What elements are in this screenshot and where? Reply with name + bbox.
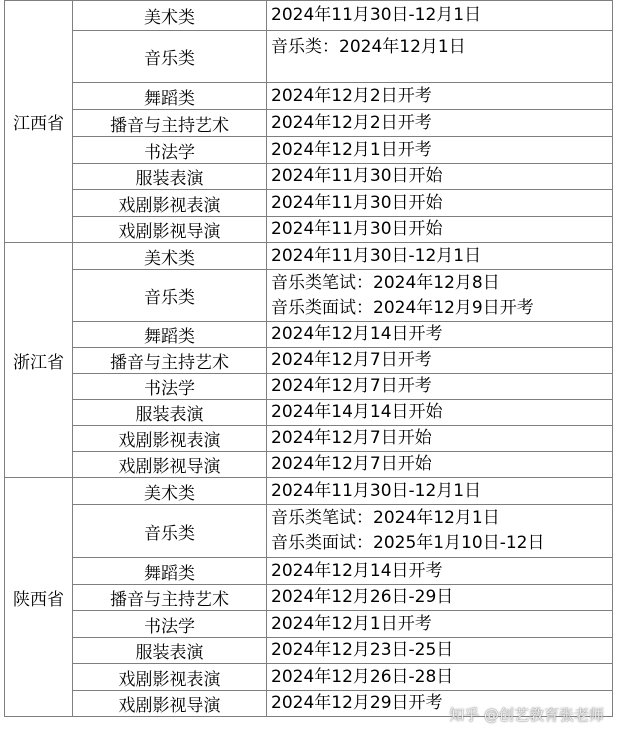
category-cell: 书法学 [73, 137, 267, 164]
province-cell: 江西省 [5, 1, 73, 243]
exam-date-line: 2024年12月2日开考 [271, 112, 432, 133]
category-cell: 戏剧影视表演 [73, 426, 267, 452]
table-row [5, 1, 613, 31]
exam-date-cell [267, 137, 613, 164]
category-cell: 书法学 [73, 374, 267, 400]
category-cell: 播音与主持艺术 [73, 110, 267, 137]
table-row [5, 190, 613, 217]
category-cell: 服装表演 [73, 638, 267, 664]
table-row [5, 348, 613, 374]
category-cell: 音乐类 [73, 505, 267, 558]
exam-date-cell [267, 585, 613, 611]
table-row [5, 137, 613, 164]
exam-date-cell [267, 322, 613, 348]
category-cell: 播音与主持艺术 [73, 348, 267, 374]
exam-date-line: 2024年12月23日-25日 [271, 640, 454, 660]
exam-date-line: 2024年12月7日开考 [271, 376, 432, 396]
category-cell: 美术类 [73, 478, 267, 505]
category-cell: 音乐类 [73, 31, 267, 83]
exam-date-cell [267, 478, 613, 505]
category-cell: 戏剧影视导演 [73, 217, 267, 243]
exam-date-line: 2024年12月29日开考 [271, 693, 443, 713]
category-cell: 戏剧影视导演 [73, 691, 267, 717]
table-row [5, 374, 613, 400]
exam-date-line: 音乐类：2024年12月1日 [271, 37, 466, 57]
exam-date-line: 2024年12月7日开始 [271, 428, 432, 448]
exam-date-cell [267, 270, 613, 322]
table-row [5, 400, 613, 426]
table-row [5, 611, 613, 638]
exam-date-line: 2024年11月30日-12月1日 [271, 480, 482, 501]
exam-date-line: 2024年12月14日开考 [271, 560, 443, 581]
exam-date-cell [267, 452, 613, 478]
exam-date-line: 2024年11月30日-12月1日 [271, 245, 482, 266]
exam-date-line: 2024年11月30日-12月1日 [271, 5, 482, 25]
exam-date-cell [267, 505, 613, 558]
exam-date-cell [267, 374, 613, 400]
category-cell: 服装表演 [73, 164, 267, 190]
exam-date-line: 音乐类面试：2025年1月10日-12日 [271, 533, 545, 553]
exam-date-line: 2024年14月14日开始 [271, 402, 443, 422]
exam-date-line: 2024年12月2日开考 [271, 85, 432, 106]
table-row [5, 31, 613, 83]
exam-date-line: 音乐类面试：2024年12月9日开考 [271, 297, 534, 318]
exam-date-line: 2024年12月26日-28日 [271, 666, 454, 687]
exam-date-line: 2024年12月7日开始 [271, 454, 432, 474]
exam-date-line: 音乐类笔试：2024年12月1日 [271, 508, 500, 528]
table-row [5, 585, 613, 611]
category-cell: 戏剧影视表演 [73, 664, 267, 691]
category-cell: 播音与主持艺术 [73, 585, 267, 611]
exam-schedule-table [4, 0, 613, 717]
exam-date-cell [267, 400, 613, 426]
table-body [5, 1, 613, 717]
exam-date-cell [267, 190, 613, 217]
category-cell: 舞蹈类 [73, 322, 267, 348]
exam-date-line: 2024年11月30日开始 [271, 219, 443, 239]
table-row [5, 638, 613, 664]
exam-date-line: 2024年12月26日-29日 [271, 587, 454, 607]
table-row [5, 243, 613, 270]
exam-date-cell [267, 664, 613, 691]
category-cell: 服装表演 [73, 400, 267, 426]
table-row [5, 426, 613, 452]
table-row [5, 558, 613, 585]
table-row [5, 83, 613, 110]
exam-date-cell [267, 31, 613, 83]
exam-date-cell [267, 110, 613, 137]
category-cell: 音乐类 [73, 270, 267, 322]
table-row [5, 452, 613, 478]
table-row [5, 664, 613, 691]
exam-date-line: 2024年11月30日开始 [271, 166, 443, 186]
exam-date-cell [267, 558, 613, 585]
exam-date-line: 2024年12月1日开考 [271, 139, 432, 160]
category-cell: 美术类 [73, 1, 267, 31]
table-row [5, 110, 613, 137]
category-cell: 舞蹈类 [73, 83, 267, 110]
category-cell: 美术类 [73, 243, 267, 270]
exam-date-cell [267, 83, 613, 110]
exam-date-line: 2024年12月7日开考 [271, 350, 432, 370]
exam-date-cell [267, 426, 613, 452]
exam-date-cell [267, 638, 613, 664]
exam-date-cell [267, 217, 613, 243]
province-cell: 陕西省 [5, 478, 73, 717]
table-row [5, 505, 613, 558]
exam-date-line: 2024年12月1日开考 [271, 613, 432, 634]
exam-date-cell [267, 1, 613, 31]
table-row [5, 164, 613, 190]
exam-date-line: 2024年11月30日开始 [271, 192, 443, 213]
table-row [5, 322, 613, 348]
category-cell: 戏剧影视导演 [73, 452, 267, 478]
category-cell: 戏剧影视表演 [73, 190, 267, 217]
exam-date-line: 音乐类笔试：2024年12月8日 [271, 272, 500, 293]
exam-date-cell [267, 611, 613, 638]
exam-date-cell [267, 348, 613, 374]
category-cell: 舞蹈类 [73, 558, 267, 585]
table-row [5, 270, 613, 322]
watermark: 知乎 @创艺教育张老师 [449, 706, 604, 724]
exam-date-cell [267, 164, 613, 190]
table-row [5, 217, 613, 243]
exam-date-cell [267, 243, 613, 270]
category-cell: 书法学 [73, 611, 267, 638]
table-row [5, 478, 613, 505]
exam-date-line: 2024年12月14日开考 [271, 324, 443, 344]
province-cell: 浙江省 [5, 243, 73, 478]
